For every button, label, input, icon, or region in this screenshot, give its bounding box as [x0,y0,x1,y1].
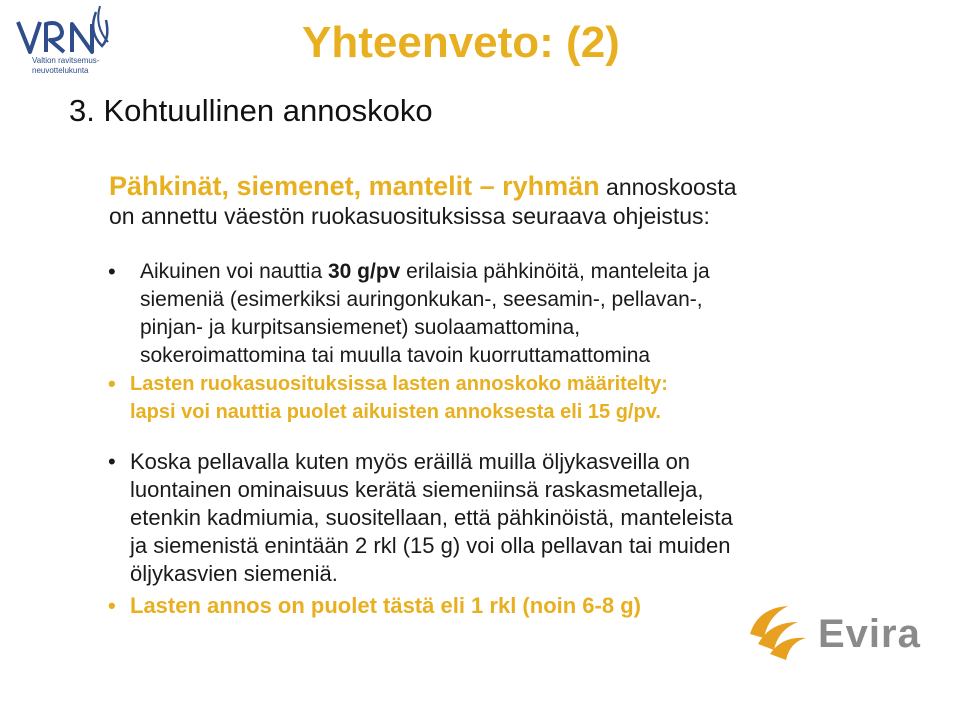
bullet-line: lapsi voi nauttia puolet aikuisten annoksesta eli 15 g/pv. [130,401,661,423]
bullet-line: etenkin kadmiumia, suositellaan, että pähkinöistä, manteleista [130,505,733,530]
bullet-child-portion [108,370,868,426]
page-title: Yhteenveto: (2) [302,18,620,67]
vrn-subline-1: Valtion ravitsemus- [32,56,100,65]
bullet-line: öljykasvien siemeniä. [130,561,338,586]
bullet-text: Aikuinen voi nauttia [140,260,328,283]
bullet-list [108,258,868,620]
intro-paragraph [109,172,869,231]
vrn-logo-subline [32,56,99,76]
section-subtitle: 3. Kohtuullinen annoskoko [69,93,433,128]
intro-rest: annoskoosta [599,174,737,200]
bullet-line [140,258,868,286]
bullet-line: ja siemenistä enintään 2 rkl (15 g) voi olla pellavan tai muiden [130,533,731,558]
bullet-line: Koska pellavalla kuten myös eräillä muilla öljykasveilla on [130,449,691,474]
bullet-text: erilaisia pähkinöitä, manteleita ja [400,260,710,283]
vrn-subline-2: neuvottelukunta [32,66,89,75]
intro-line-1 [109,172,869,202]
bullet-emphasis: 30 g/pv [327,260,401,283]
bullet-dot: • [108,259,116,284]
bullet-line: Lasten annos on puolet tästä eli 1 rkl (noin 6-8 g) [130,593,641,618]
evira-wordmark: Evira [818,612,921,656]
bullet-adult-portion [108,258,868,370]
bullet-line: sokeroimattomina tai muulla tavoin kuorruttamattomina [140,344,651,367]
bullet-flax-heavy-metals [108,448,868,588]
bullet-dot: • [108,449,116,474]
bullet-line: Lasten ruokasuosituksissa lasten annoskoko määritelty: [130,373,668,395]
bullet-line: pinjan- ja kurpitsansiemenet) suolaamattomina, [140,316,581,339]
intro-highlight: Pähkinät, siemenet, mantelit – ryhmän [109,171,600,201]
bullet-dot: • [108,371,116,396]
bullet-dot: • [108,593,116,618]
bullet-line: luontainen ominaisuus kerätä siemeniinsä raskasmetalleja, [130,477,704,502]
bullet-line: siemeniä (esimerkiksi auringonkukan-, seesamin-, pellavan-, [140,288,703,311]
intro-line-2: on annettu väestön ruokasuosituksissa seuraava ohjeistus: [109,203,710,229]
